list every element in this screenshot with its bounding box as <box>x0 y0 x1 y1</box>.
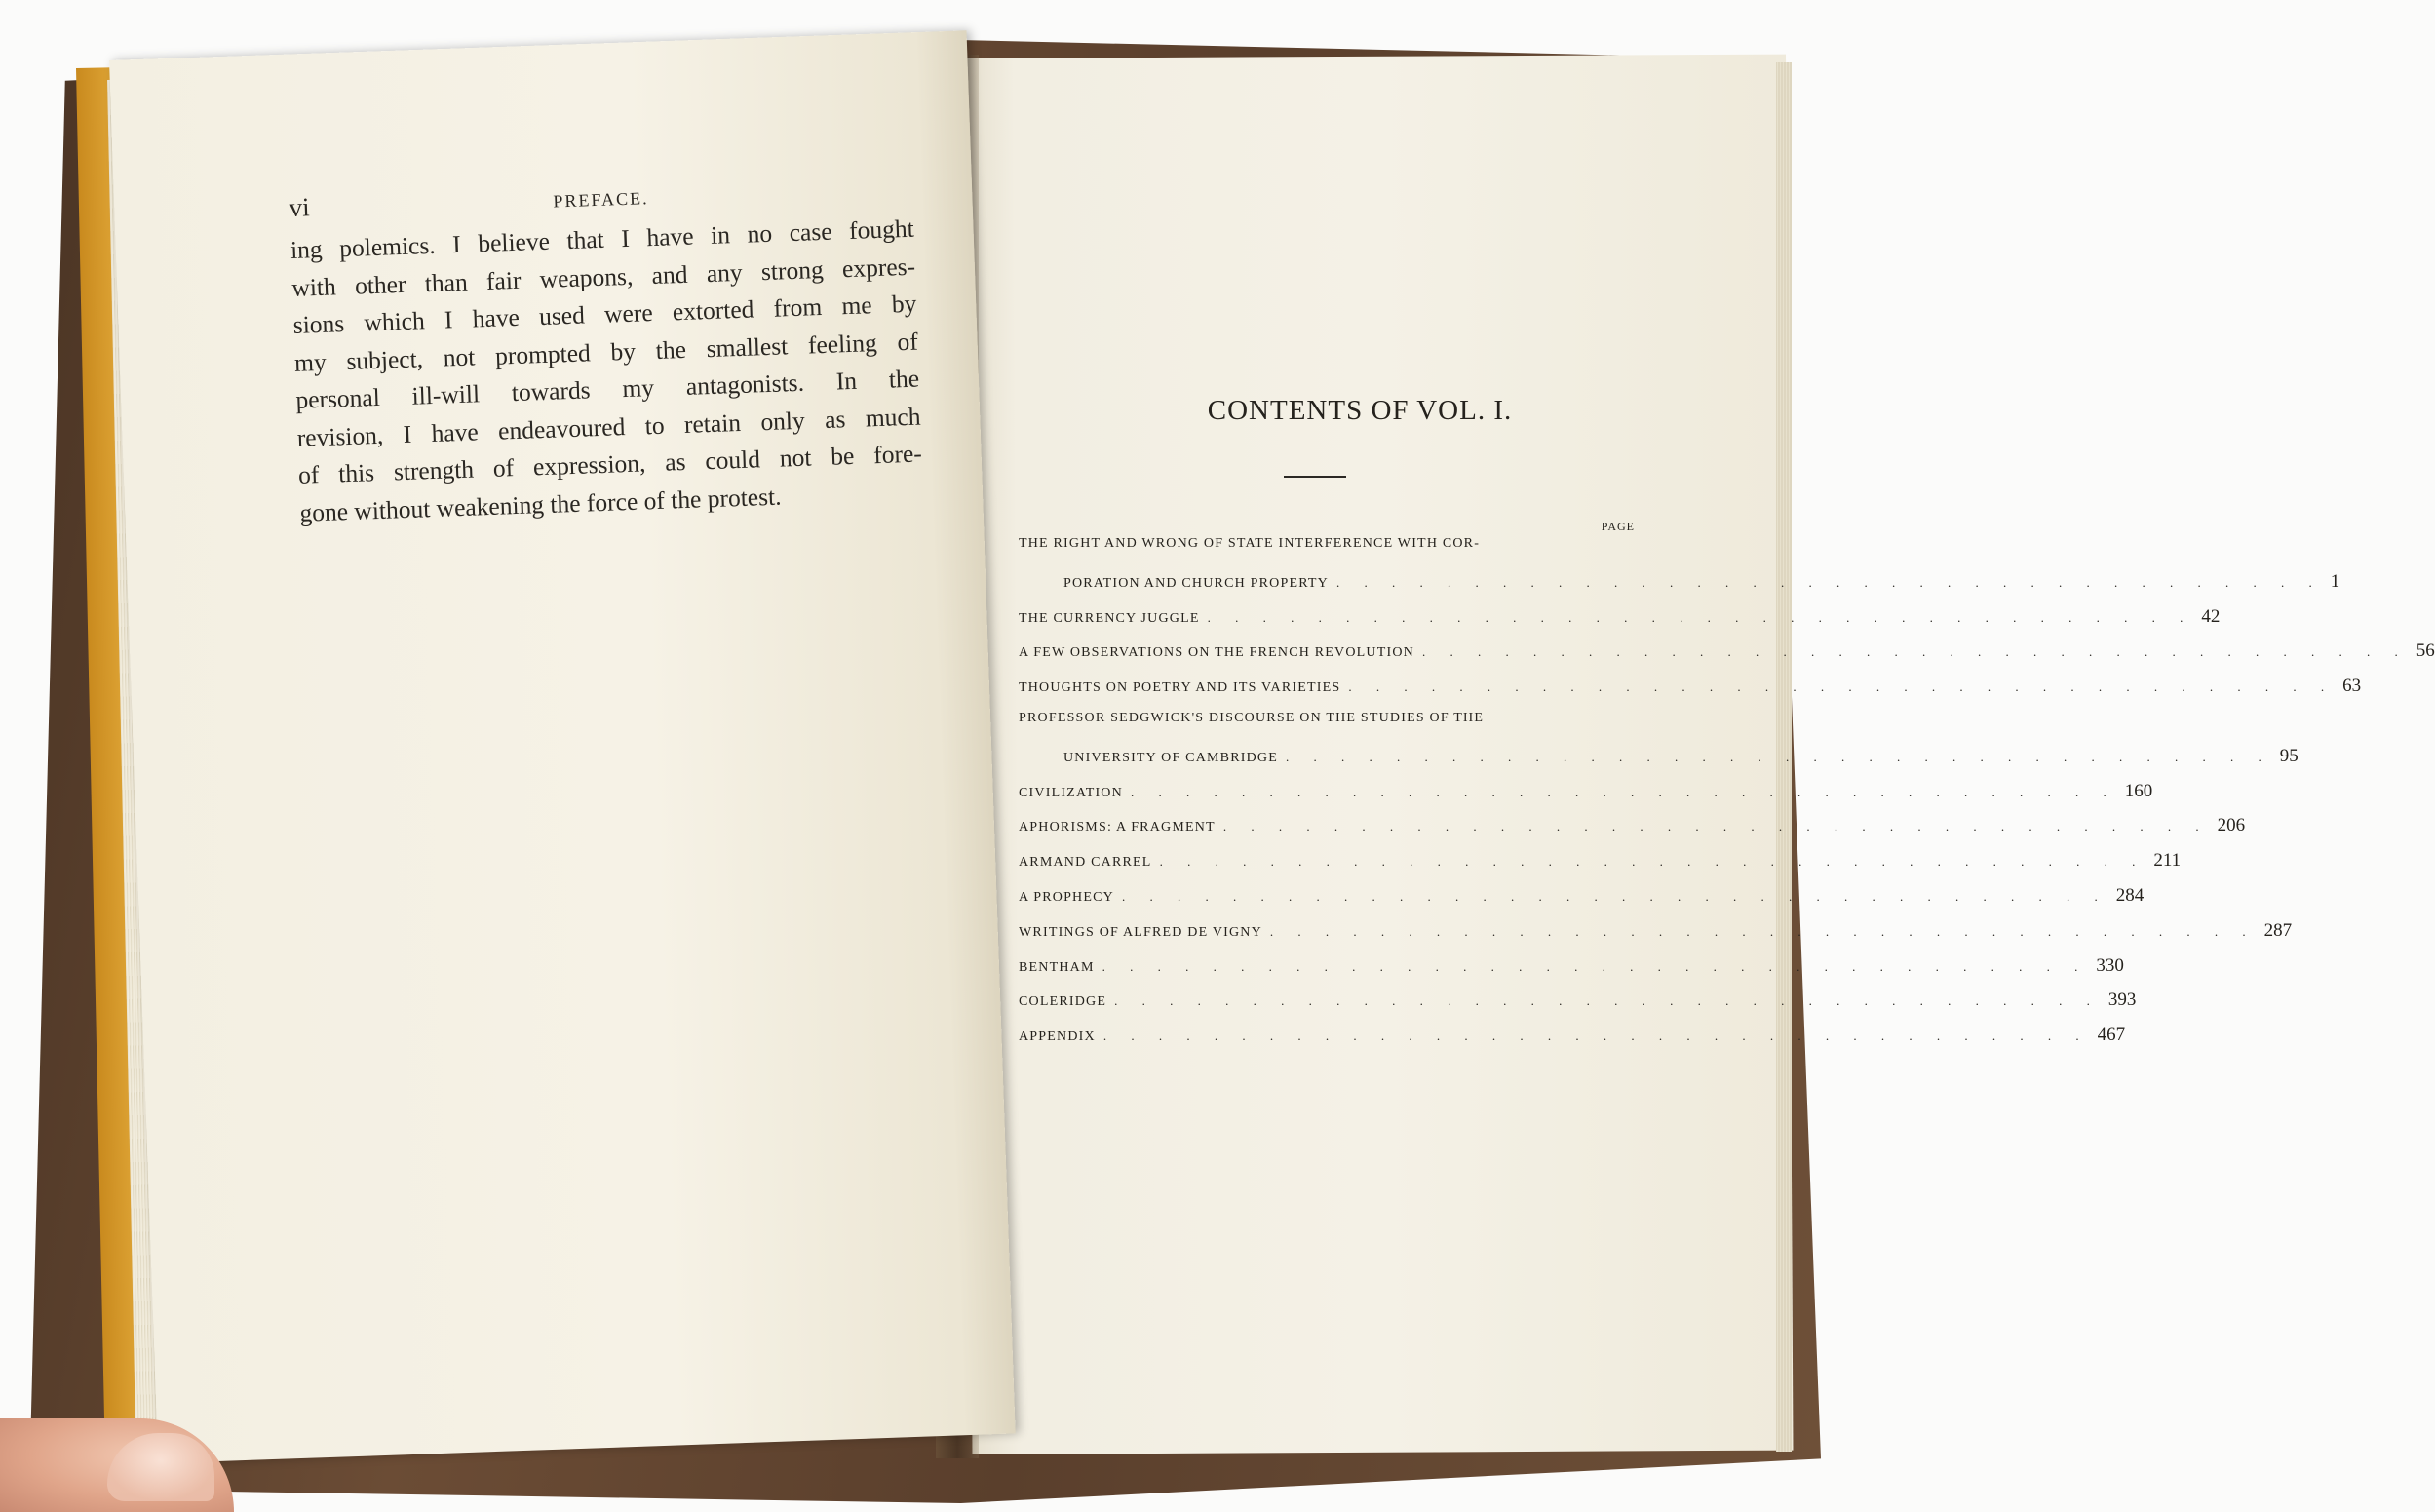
contents-entry-title: ARMAND CARREL <box>1019 855 1152 871</box>
contents-entry-page: 211 <box>2153 850 2182 872</box>
contents-entry-title: COLERIDGE <box>1019 994 1107 1010</box>
dot-leader: . . . . . . . . . . . . . . . . . . . . . . . . . . . . . . . . . . . . <box>1159 854 2146 870</box>
contents-entry-page: 393 <box>2107 989 2137 1011</box>
page-number: vi <box>289 192 311 222</box>
contents-entry-title: THE CURRENCY JUGGLE <box>1019 610 1200 626</box>
title-rule <box>1284 476 1346 478</box>
contents-entry-page: 95 <box>2279 745 2299 766</box>
contents-entry <box>1019 1025 2126 1060</box>
contents-entry-title: PROFESSOR SEDGWICK'S DISCOURSE ON THE STUDIES OF THE <box>1019 710 1485 725</box>
page-column-label: PAGE <box>1601 520 1635 533</box>
contents-entry-page: 42 <box>2201 605 2221 627</box>
contents-entry <box>1019 850 2182 885</box>
contents-entry-title: WRITINGS OF ALFRED DE VIGNY <box>1019 924 1262 940</box>
contents-entry-title: THE RIGHT AND WRONG OF STATE INTERFERENCE WITH COR- <box>1019 536 1481 551</box>
dot-leader: . . . . . . . . . . . . . . . . . . . . . . . . . . . . . . . . . . . . <box>1285 749 2272 764</box>
preface-line: gone without weakening the force of the protest. <box>298 482 782 527</box>
contents-entry <box>1019 570 2340 606</box>
contents-entry <box>1019 919 2293 955</box>
preface-line: of this strength of expression, as could not be fore- <box>297 439 923 489</box>
dot-leader: . . . . . . . . . . . . . . . . . . . . . . . . . . . . . . . . . . . . <box>1102 1028 2090 1044</box>
contents-entry-page: 287 <box>2263 919 2293 941</box>
dot-leader: . . . . . . . . . . . . . . . . . . . . . . . . . . . . . . . . . . . . <box>1102 958 2089 974</box>
contents-entry <box>1019 989 2137 1025</box>
contents-entry-page: 63 <box>2342 676 2362 697</box>
contents-entry <box>1019 676 2362 711</box>
dot-leader: . . . . . . . . . . . . . . . . . . . . . . . . . . . . . . . . . . . . <box>1348 679 2336 695</box>
dot-leader: . . . . . . . . . . . . . . . . . . . . . . . . . . . . . . . . . . . . <box>1121 888 2108 904</box>
preface-line: my subject, not prompted by the smallest feeling of <box>293 327 919 377</box>
running-head: PREFACE. <box>553 188 649 212</box>
contents-entry-page: 467 <box>2097 1025 2126 1046</box>
contents-entry <box>1019 954 2124 990</box>
contents-entry-title: BENTHAM <box>1019 959 1095 975</box>
contents-entry <box>1019 536 1643 571</box>
contents-entry-title: THOUGHTS ON POETRY AND ITS VARIETIES <box>1019 680 1341 696</box>
preface-line: personal ill-will towards my antagonists. In the <box>294 364 920 414</box>
contents-entry-title: A FEW OBSERVATIONS ON THE FRENCH REVOLUTION <box>1019 645 1414 661</box>
dot-leader: . . . . . . . . . . . . . . . . . . . . . . . . . . . . . . . . . . . . <box>1130 784 2117 799</box>
contents-entry-title: APHORISMS: A FRAGMENT <box>1019 820 1216 835</box>
preface-line: with other than fair weapons, and any strong expres- <box>290 252 916 302</box>
contents-entry-page: 330 <box>2096 954 2124 976</box>
dot-leader: . . . . . . . . . . . . . . . . . . . . . . . . . . . . . . . . . . . . <box>1421 644 2409 660</box>
contents-entry-title: APPENDIX <box>1019 1029 1096 1045</box>
preface-line: ing polemics. I believe that I have in no case fought <box>290 213 915 264</box>
contents-entry-title: PORATION AND CHURCH PROPERTY <box>1063 575 1329 591</box>
dot-leader: . . . . . . . . . . . . . . . . . . . . . . . . . . . . . . . . . . . . <box>1114 993 2101 1009</box>
contents-entry <box>1019 815 2246 850</box>
contents-entry-page: 1 <box>2330 570 2340 592</box>
contents-entry <box>1019 745 2299 781</box>
preface-line: sions which I have used were extorted from me by <box>292 289 917 339</box>
contents-entry-page: 160 <box>2124 780 2153 801</box>
contents-entry-page: 56 <box>2416 640 2435 662</box>
preface-line: revision, I have endeavoured to retain only as much <box>296 402 921 452</box>
left-page-text <box>289 172 924 532</box>
contents-title: CONTENTS OF VOL. I. <box>1207 395 1513 426</box>
contents-entry <box>1019 780 2153 816</box>
contents-entry <box>1019 640 2435 676</box>
contents-entry-title: UNIVERSITY OF CAMBRIDGE <box>1063 750 1278 765</box>
contents-entry-title: CIVILIZATION <box>1019 785 1123 800</box>
contents-entry <box>1019 711 1643 746</box>
dot-leader: . . . . . . . . . . . . . . . . . . . . . . . . . . . . . . . . . . . . <box>1222 819 2210 834</box>
contents-entry-page: 206 <box>2217 815 2246 836</box>
contents-entry-page: 284 <box>2115 884 2145 906</box>
dot-leader: . . . . . . . . . . . . . . . . . . . . . . . . . . . . . . . . . . . . <box>1269 923 2257 939</box>
contents-entry <box>1019 605 2221 641</box>
contents-page <box>1019 395 2435 1060</box>
contents-entry <box>1019 884 2145 920</box>
preface-paragraph <box>290 211 923 532</box>
contents-list <box>1019 536 2435 1060</box>
dot-leader: . . . . . . . . . . . . . . . . . . . . . . . . . . . . . . . . . . . . <box>1335 574 2323 590</box>
contents-entry-title: A PROPHECY <box>1019 889 1114 905</box>
dot-leader: . . . . . . . . . . . . . . . . . . . . . . . . . . . . . . . . . . . . <box>1207 609 2194 625</box>
